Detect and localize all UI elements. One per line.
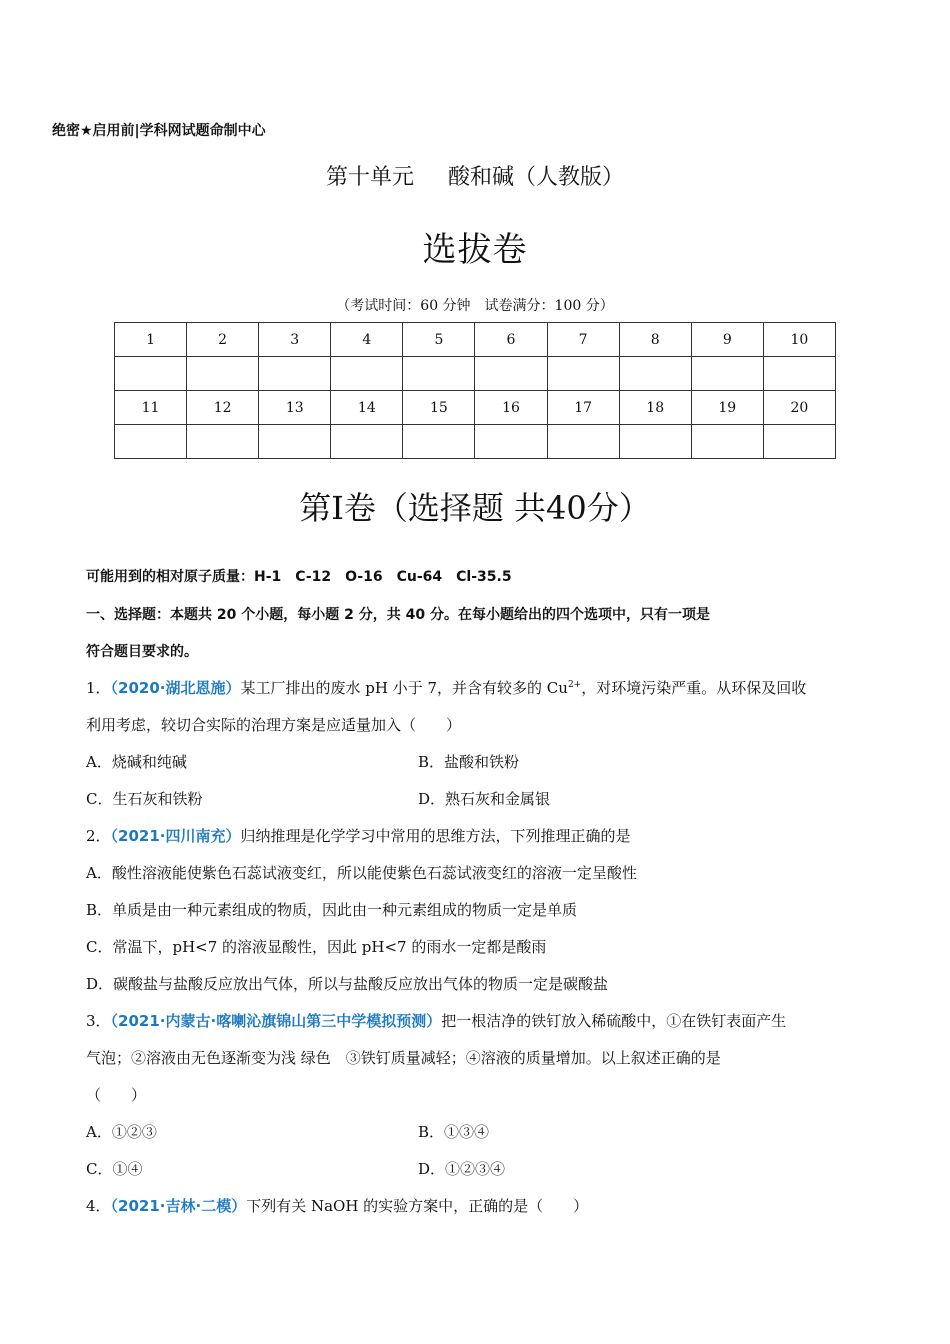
question-2-stem	[86, 825, 631, 846]
answer-cell[interactable]	[691, 425, 763, 459]
answer-cell[interactable]	[331, 357, 403, 391]
score-cell: 2	[187, 323, 259, 357]
q1-option-a[interactable]: A．烧碱和纯碱	[86, 753, 187, 771]
unit-title	[0, 160, 950, 191]
answer-cell[interactable]	[187, 357, 259, 391]
score-cell: 3	[259, 323, 331, 357]
answer-cell[interactable]	[259, 357, 331, 391]
q3-option-c[interactable]: C．①④	[86, 1160, 143, 1178]
score-cell: 5	[403, 323, 475, 357]
score-cell: 11	[115, 391, 187, 425]
answer-cell[interactable]	[763, 425, 835, 459]
question-1-stem	[86, 677, 806, 698]
score-cell: 19	[691, 391, 763, 425]
answer-cell[interactable]	[115, 357, 187, 391]
question-text: ，对环境污染严重。从环保及回收	[581, 679, 807, 697]
score-cell: 18	[619, 391, 691, 425]
q3-option-d[interactable]: D．①②③④	[418, 1160, 506, 1178]
q2-option-c[interactable]: C．常温下，pH<7 的溶液显酸性，因此 pH<7 的雨水一定都是酸雨	[86, 938, 547, 956]
q2-option-d[interactable]: D．碳酸盐与盐酸反应放出气体，所以与盐酸反应放出气体的物质一定是碳酸盐	[86, 975, 609, 993]
unit-number: 第十单元	[325, 165, 414, 190]
answer-cell[interactable]	[403, 425, 475, 459]
subject-title: 酸和碱（人教版）	[448, 165, 625, 190]
question-number: 2．	[86, 827, 111, 845]
answer-row	[115, 357, 836, 391]
question-source: （2020·湖北恩施）	[110, 679, 241, 697]
q3-option-b[interactable]: B．①③④	[418, 1123, 490, 1141]
question-text: 把一根洁净的铁钉放入稀硫酸中，①在铁钉表面产生	[441, 1012, 787, 1030]
q3-option-a[interactable]: A．①②③	[86, 1123, 157, 1141]
q2-option-b[interactable]: B．单质是由一种元素组成的物质，因此由一种元素组成的物质一定是单质	[86, 901, 578, 919]
score-cell: 8	[619, 323, 691, 357]
exam-info: （考试时间：60 分钟 试卷满分：100 分）	[336, 298, 614, 314]
score-header-row	[115, 391, 836, 425]
superscript: 2+	[567, 680, 582, 690]
answer-cell[interactable]	[763, 357, 835, 391]
question-3-stem-line3: （ ）	[86, 1086, 147, 1104]
question-source: （2021·内蒙古·喀喇沁旗锦山第三中学模拟预测）	[110, 1012, 442, 1030]
score-table	[114, 322, 836, 459]
answer-cell[interactable]	[691, 357, 763, 391]
question-text: 归纳推理是化学学习中常用的思维方法，下列推理正确的是	[240, 827, 631, 845]
answer-cell[interactable]	[187, 425, 259, 459]
score-cell: 13	[259, 391, 331, 425]
answer-row	[115, 425, 836, 459]
section-instructions-line2: 符合题目要求的。	[86, 644, 198, 660]
q1-option-d[interactable]: D．熟石灰和金属银	[418, 790, 551, 808]
question-number: 3．	[86, 1012, 111, 1030]
score-cell: 17	[547, 391, 619, 425]
score-cell: 7	[547, 323, 619, 357]
question-source: （2021·四川南充）	[110, 827, 241, 845]
answer-cell[interactable]	[475, 425, 547, 459]
section-instructions-line1: 一、选择题：本题共 20 个小题，每小题 2 分，共 40 分。在每小题给出的四个选项中，只有一项是	[86, 607, 710, 623]
score-cell: 12	[187, 391, 259, 425]
answer-cell[interactable]	[547, 425, 619, 459]
answer-cell[interactable]	[403, 357, 475, 391]
question-3-stem	[86, 1010, 786, 1031]
answer-cell[interactable]	[547, 357, 619, 391]
score-cell: 1	[115, 323, 187, 357]
answer-cell[interactable]	[619, 357, 691, 391]
answer-cell[interactable]	[619, 425, 691, 459]
question-number: 1．	[86, 679, 111, 697]
question-text: 下列有关 NaOH 的实验方案中，正确的是（ ）	[246, 1197, 589, 1215]
atomic-masses: 可能用到的相对原子质量：H-1 C-12 O-16 Cu-64 Cl-35.5	[86, 569, 512, 585]
volume-title: 选拔卷	[422, 230, 528, 270]
score-cell: 6	[475, 323, 547, 357]
question-number: 4．	[86, 1197, 111, 1215]
q2-option-a[interactable]: A．酸性溶液能使紫色石蕊试液变红，所以能使紫色石蕊试液变红的溶液一定呈酸性	[86, 864, 637, 882]
question-4-stem	[86, 1195, 588, 1216]
score-cell: 15	[403, 391, 475, 425]
score-cell: 10	[763, 323, 835, 357]
question-text: 某工厂排出的废水 pH 小于 7，并含有较多的 Cu	[240, 679, 568, 697]
confidential-label: 绝密★启用前|学科网试题命制中心	[52, 123, 266, 139]
q1-option-c[interactable]: C．生石灰和铁粉	[86, 790, 203, 808]
score-cell: 4	[331, 323, 403, 357]
score-cell: 9	[691, 323, 763, 357]
question-source: （2021·吉林·二模）	[110, 1197, 247, 1215]
score-cell: 20	[763, 391, 835, 425]
answer-cell[interactable]	[115, 425, 187, 459]
question-3-stem-line2: 气泡；②溶液由无色逐渐变为浅 绿色 ③铁钉质量减轻；④溶液的质量增加。以上叙述正确的是	[86, 1049, 721, 1067]
question-1-stem-line2: 利用考虑，较切合实际的治理方案是应适量加入（ ）	[86, 716, 462, 734]
answer-cell[interactable]	[475, 357, 547, 391]
part-title: 第Ⅰ卷（选择题 共40分）	[299, 489, 651, 527]
q1-option-b[interactable]: B．盐酸和铁粉	[418, 753, 520, 771]
answer-cell[interactable]	[259, 425, 331, 459]
score-cell: 14	[331, 391, 403, 425]
answer-cell[interactable]	[331, 425, 403, 459]
score-header-row	[115, 323, 836, 357]
score-cell: 16	[475, 391, 547, 425]
